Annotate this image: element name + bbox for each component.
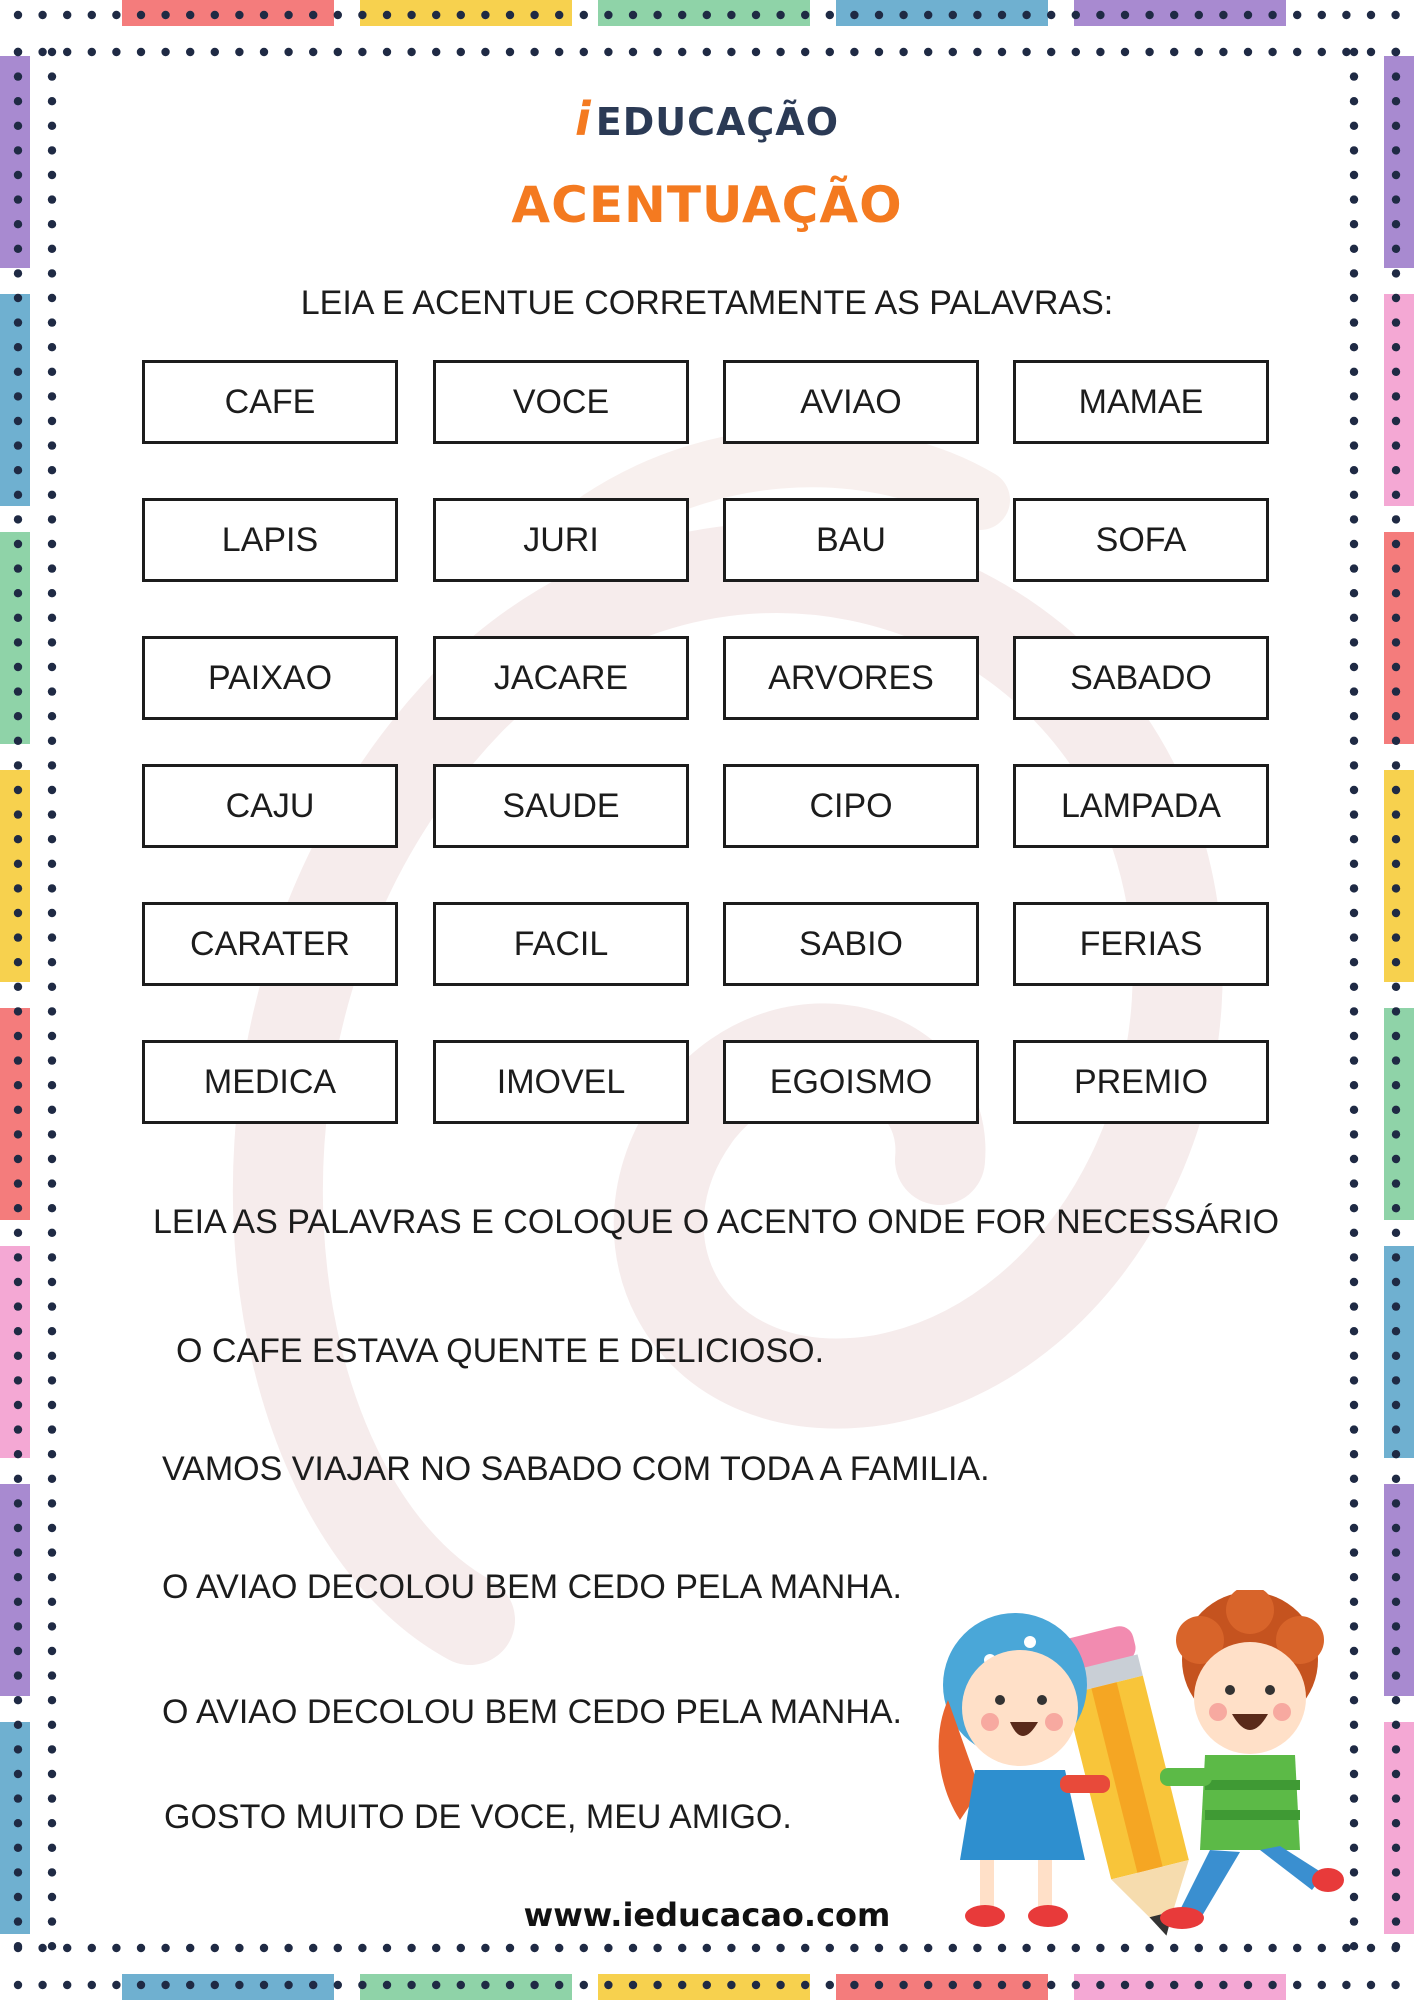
word-box: IMOVEL xyxy=(433,1040,689,1124)
sentence-line: GOSTO MUITO DE VOCE, MEU AMIGO. xyxy=(164,1798,792,1836)
word-box: SABADO xyxy=(1013,636,1269,720)
word-box: JURI xyxy=(433,498,689,582)
word-box: VOCE xyxy=(433,360,689,444)
logo-i-mark: i xyxy=(574,92,592,146)
word-box: LAMPADA xyxy=(1013,764,1269,848)
sentence-line: VAMOS VIAJAR NO SABADO COM TODA A FAMILIA. xyxy=(162,1450,990,1488)
brand-logo xyxy=(0,92,1414,146)
sentence-line: O CAFE ESTAVA QUENTE E DELICIOSO. xyxy=(176,1332,825,1370)
word-box: MEDICA xyxy=(142,1040,398,1124)
word-box: ARVORES xyxy=(723,636,979,720)
instruction-sentences: LEIA AS PALAVRAS E COLOQUE O ACENTO ONDE FOR NECESSÁRIO xyxy=(153,1203,1280,1241)
word-box: FERIAS xyxy=(1013,902,1269,986)
website-footer: www.ieducacao.com xyxy=(523,1896,891,1934)
page-title: ACENTUAÇÃO xyxy=(511,176,903,234)
word-box: CAJU xyxy=(142,764,398,848)
word-box: SABIO xyxy=(723,902,979,986)
logo-text: EDUCAÇÃO xyxy=(595,100,840,144)
word-box: PAIXAO xyxy=(142,636,398,720)
word-box: SOFA xyxy=(1013,498,1269,582)
word-box: BAU xyxy=(723,498,979,582)
word-box: MAMAE xyxy=(1013,360,1269,444)
sentence-line: O AVIAO DECOLOU BEM CEDO PELA MANHA. xyxy=(162,1693,902,1731)
word-box: AVIAO xyxy=(723,360,979,444)
word-box: CIPO xyxy=(723,764,979,848)
word-box: CAFE xyxy=(142,360,398,444)
word-box: PREMIO xyxy=(1013,1040,1269,1124)
word-box: EGOISMO xyxy=(723,1040,979,1124)
word-box: CARATER xyxy=(142,902,398,986)
word-box: FACIL xyxy=(433,902,689,986)
sentence-line: O AVIAO DECOLOU BEM CEDO PELA MANHA. xyxy=(162,1568,902,1606)
word-box: LAPIS xyxy=(142,498,398,582)
instruction-words: LEIA E ACENTUE CORRETAMENTE AS PALAVRAS: xyxy=(300,284,1114,322)
word-box: JACARE xyxy=(433,636,689,720)
word-box: SAUDE xyxy=(433,764,689,848)
